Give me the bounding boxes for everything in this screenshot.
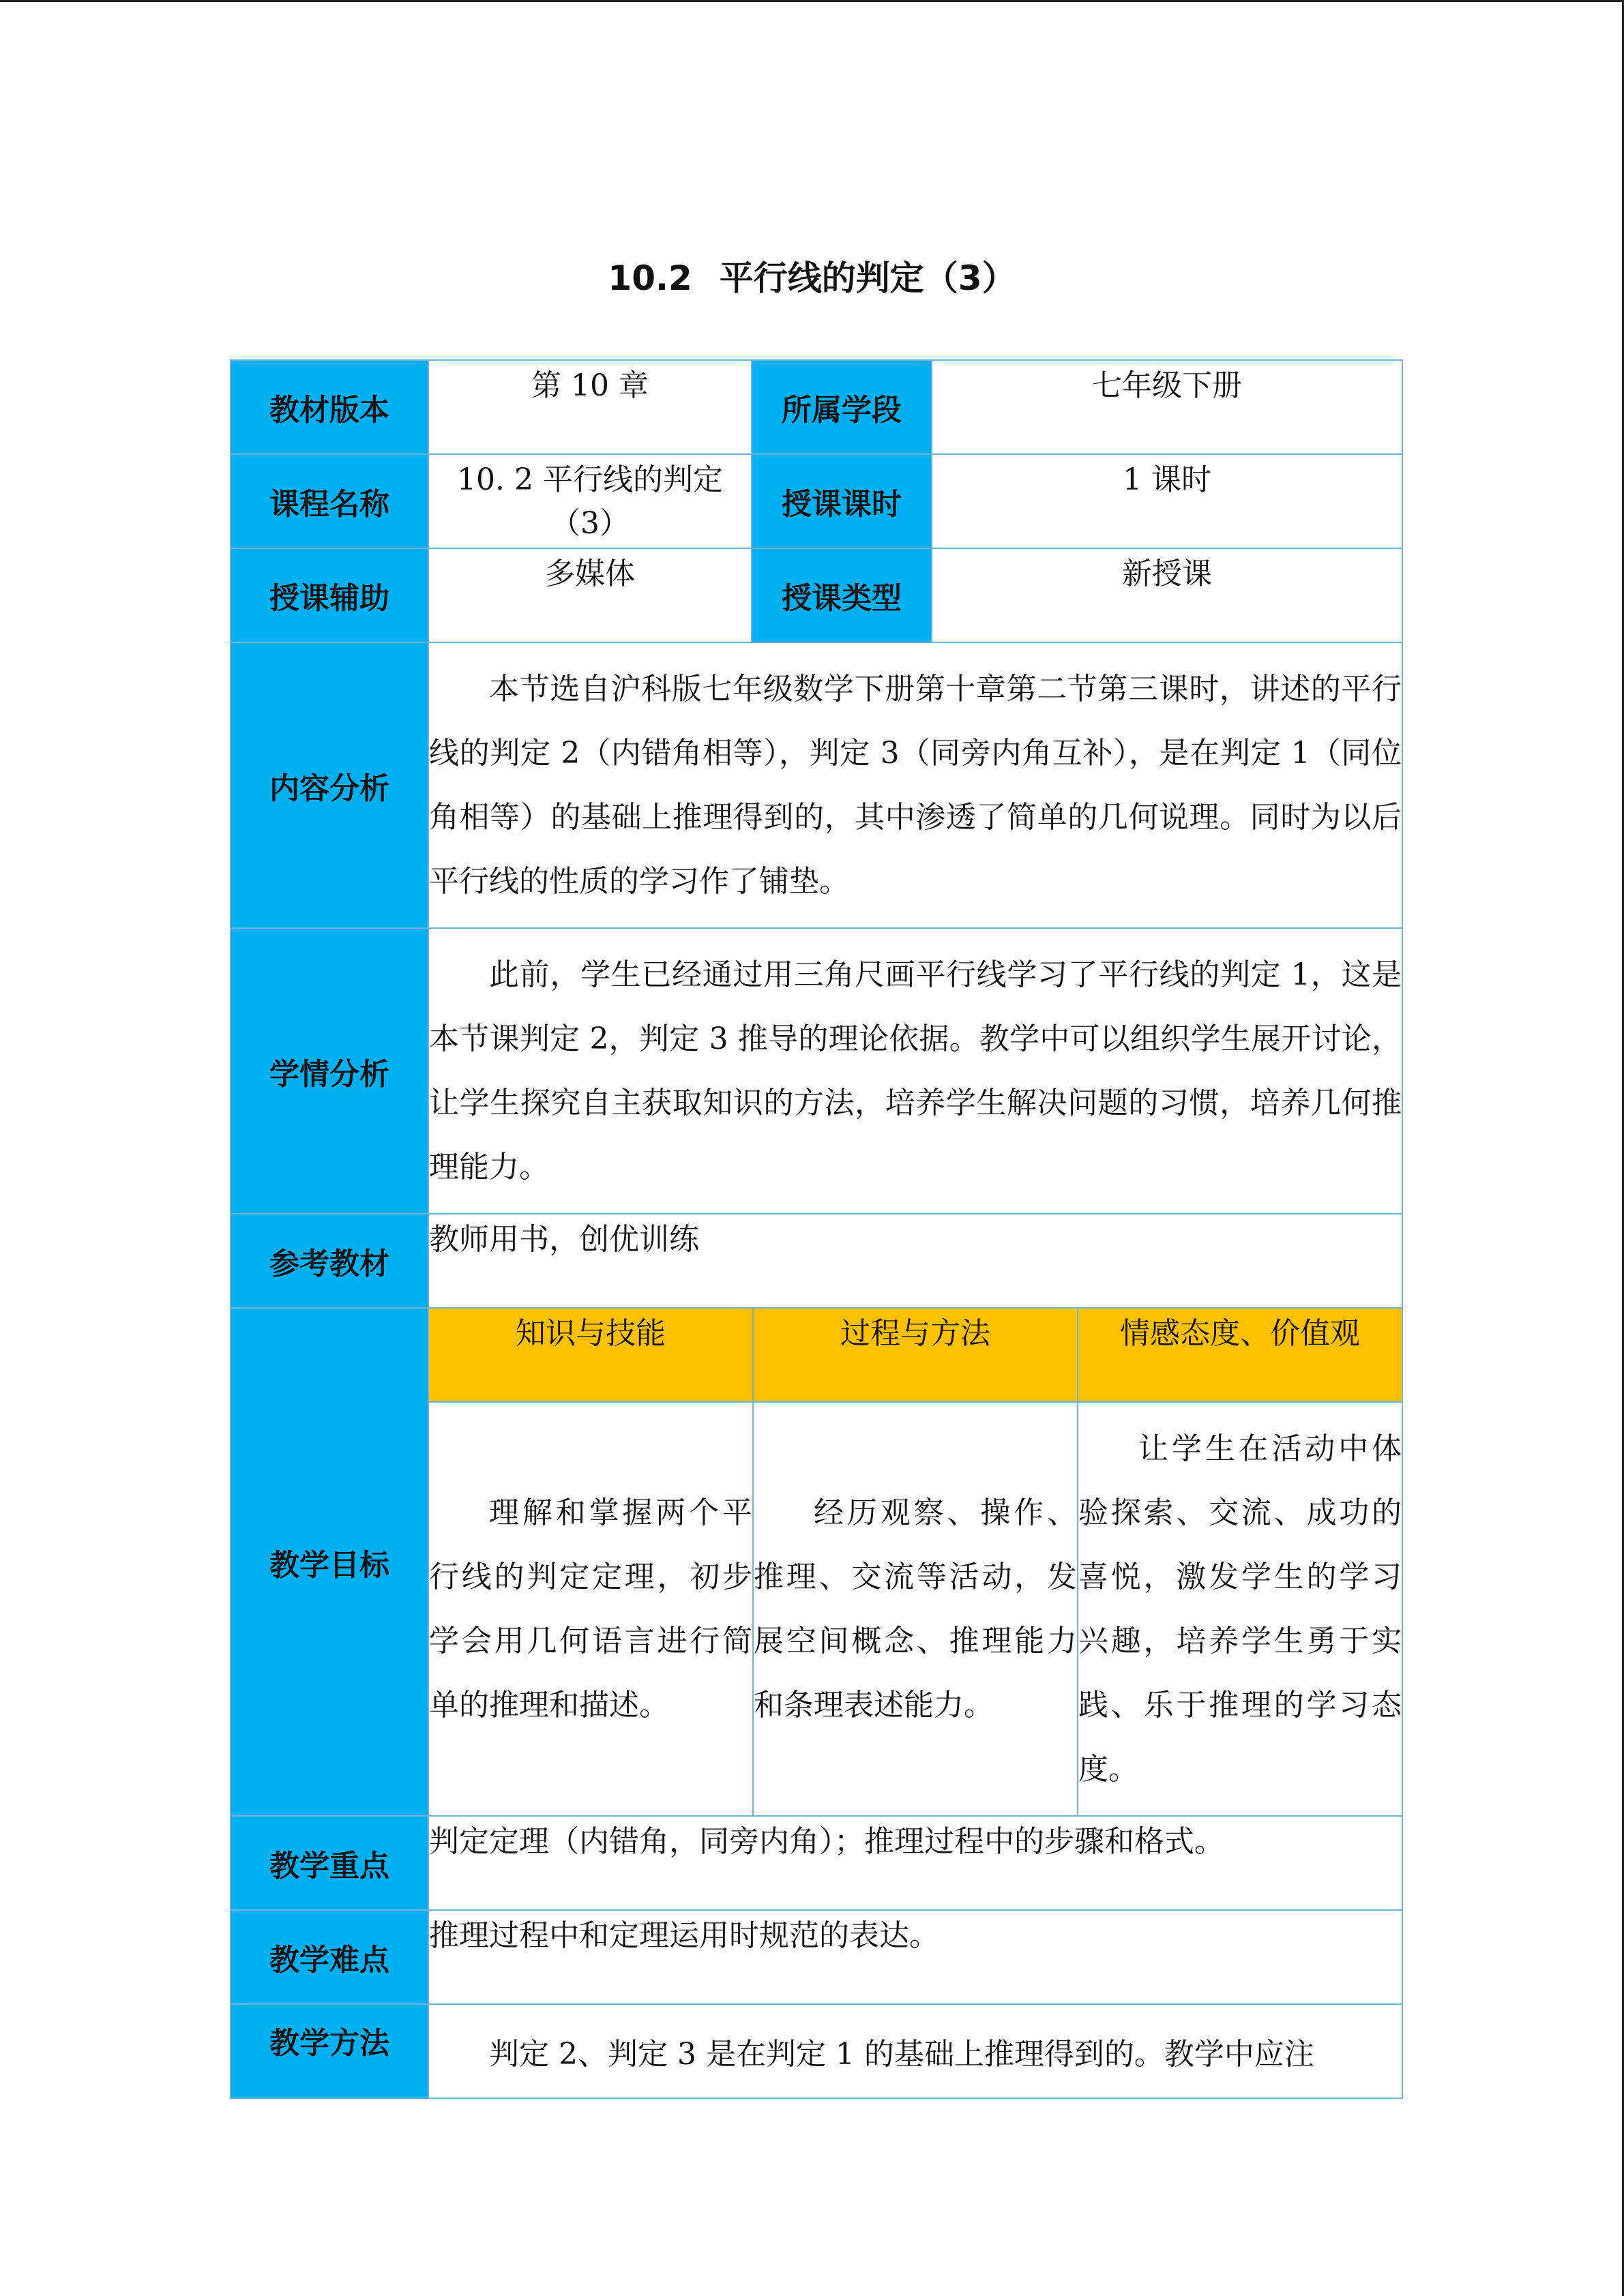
- objective-process-text: 经历观察、操作、推理、交流等活动，发展空间概念、推理能力和条理表述能力。: [754, 1495, 1077, 1723]
- label-content-analysis: 内容分析: [231, 642, 428, 928]
- value-lesson-type: 新授课: [932, 548, 1402, 642]
- objective-header-process: 过程与方法: [753, 1309, 1078, 1402]
- objectives-cell: [428, 1308, 1402, 1816]
- row-reference: [231, 1214, 1402, 1308]
- row-difficulties: [231, 1910, 1402, 2004]
- objective-attitude-cell: [1078, 1402, 1402, 1815]
- content-analysis-text: 本节选自沪科版七年级数学下册第十章第二节第三课时，讲述的平行线的判定 2（内错角相等），判定 3（同旁内角互补），是在判定 1（同位角相等）的基础上推理得到的，其中渗透了简单的几何说理。同时为以后平行线的性质的学习作了铺垫。: [429, 671, 1402, 899]
- objective-process-cell: [753, 1402, 1078, 1815]
- student-analysis-text: 此前，学生已经通过用三角尺画平行线学习了平行线的判定 1，这是本节课判定 2，判定 3 推导的理论依据。教学中可以组织学生展开讨论，让学生探究自主获取知识的方法，培养学生解决问题的习惯，培养几何推理能力。: [429, 957, 1402, 1184]
- label-key-points: 教学重点: [231, 1816, 428, 1910]
- value-course-name: 10. 2 平行线的判定（3）: [428, 454, 752, 548]
- objectives-table: [429, 1309, 1402, 1815]
- objective-knowledge-text: 理解和掌握两个平行线的判定定理，初步学会用几何语言进行简单的推理和描述。: [429, 1495, 752, 1723]
- value-key-points: 判定定理（内错角，同旁内角）；推理过程中的步骤和格式。: [428, 1816, 1402, 1910]
- row-student-analysis: [231, 928, 1402, 1214]
- teaching-methods-text: 判定 2、判定 3 是在判定 1 的基础上推理得到的。教学中应注: [489, 2037, 1314, 2072]
- objective-knowledge-cell: [429, 1402, 753, 1815]
- label-course-name: 课程名称: [231, 454, 428, 548]
- label-lesson-type: 授课类型: [752, 548, 932, 642]
- row-textbook: [231, 360, 1402, 454]
- label-textbook-version: 教材版本: [231, 360, 428, 454]
- label-reference-materials: 参考教材: [231, 1214, 428, 1308]
- objective-attitude-text: 让学生在活动中体验探索、交流、成功的喜悦，激发学生的学习兴趣，培养学生勇于实践、乐于推理的学习态度。: [1078, 1431, 1402, 1787]
- objectives-header-row: [429, 1309, 1402, 1402]
- objectives-content-row: [429, 1402, 1402, 1815]
- label-grade-level: 所属学段: [752, 360, 932, 454]
- label-difficulties: 教学难点: [231, 1910, 428, 2004]
- row-content-analysis: [231, 642, 1402, 928]
- value-grade-level: 七年级下册: [932, 360, 1402, 454]
- row-objectives: [231, 1308, 1402, 1816]
- value-textbook-version: 第 10 章: [428, 360, 752, 454]
- value-class-hours: 1 课时: [932, 454, 1402, 548]
- student-analysis-cell: [428, 928, 1402, 1214]
- page-title: [0, 251, 1624, 300]
- objective-header-attitude: 情感态度、价值观: [1078, 1309, 1402, 1402]
- row-methods: [231, 2004, 1402, 2098]
- value-reference-materials: 教师用书，创优训练: [428, 1214, 1402, 1308]
- section-title: 平行线的判定（3）: [719, 258, 1016, 298]
- label-teaching-aids: 授课辅助: [231, 548, 428, 642]
- row-course: [231, 454, 1402, 548]
- page-border-top: [0, 0, 1624, 2]
- label-class-hours: 授课课时: [752, 454, 932, 548]
- content-analysis-cell: [428, 642, 1402, 928]
- label-teaching-methods: 教学方法: [231, 2004, 428, 2098]
- label-teaching-objectives: 教学目标: [231, 1308, 428, 1816]
- row-key-points: [231, 1816, 1402, 1910]
- row-aids: [231, 548, 1402, 642]
- label-student-analysis: 学情分析: [231, 928, 428, 1214]
- value-teaching-aids: 多媒体: [428, 548, 752, 642]
- lesson-plan-table: [230, 359, 1403, 2099]
- value-difficulties: 推理过程中和定理运用时规范的表达。: [428, 1910, 1402, 2004]
- section-number: 10.2: [608, 258, 692, 298]
- teaching-methods-cell: [428, 2004, 1402, 2098]
- objective-header-knowledge: 知识与技能: [429, 1309, 753, 1402]
